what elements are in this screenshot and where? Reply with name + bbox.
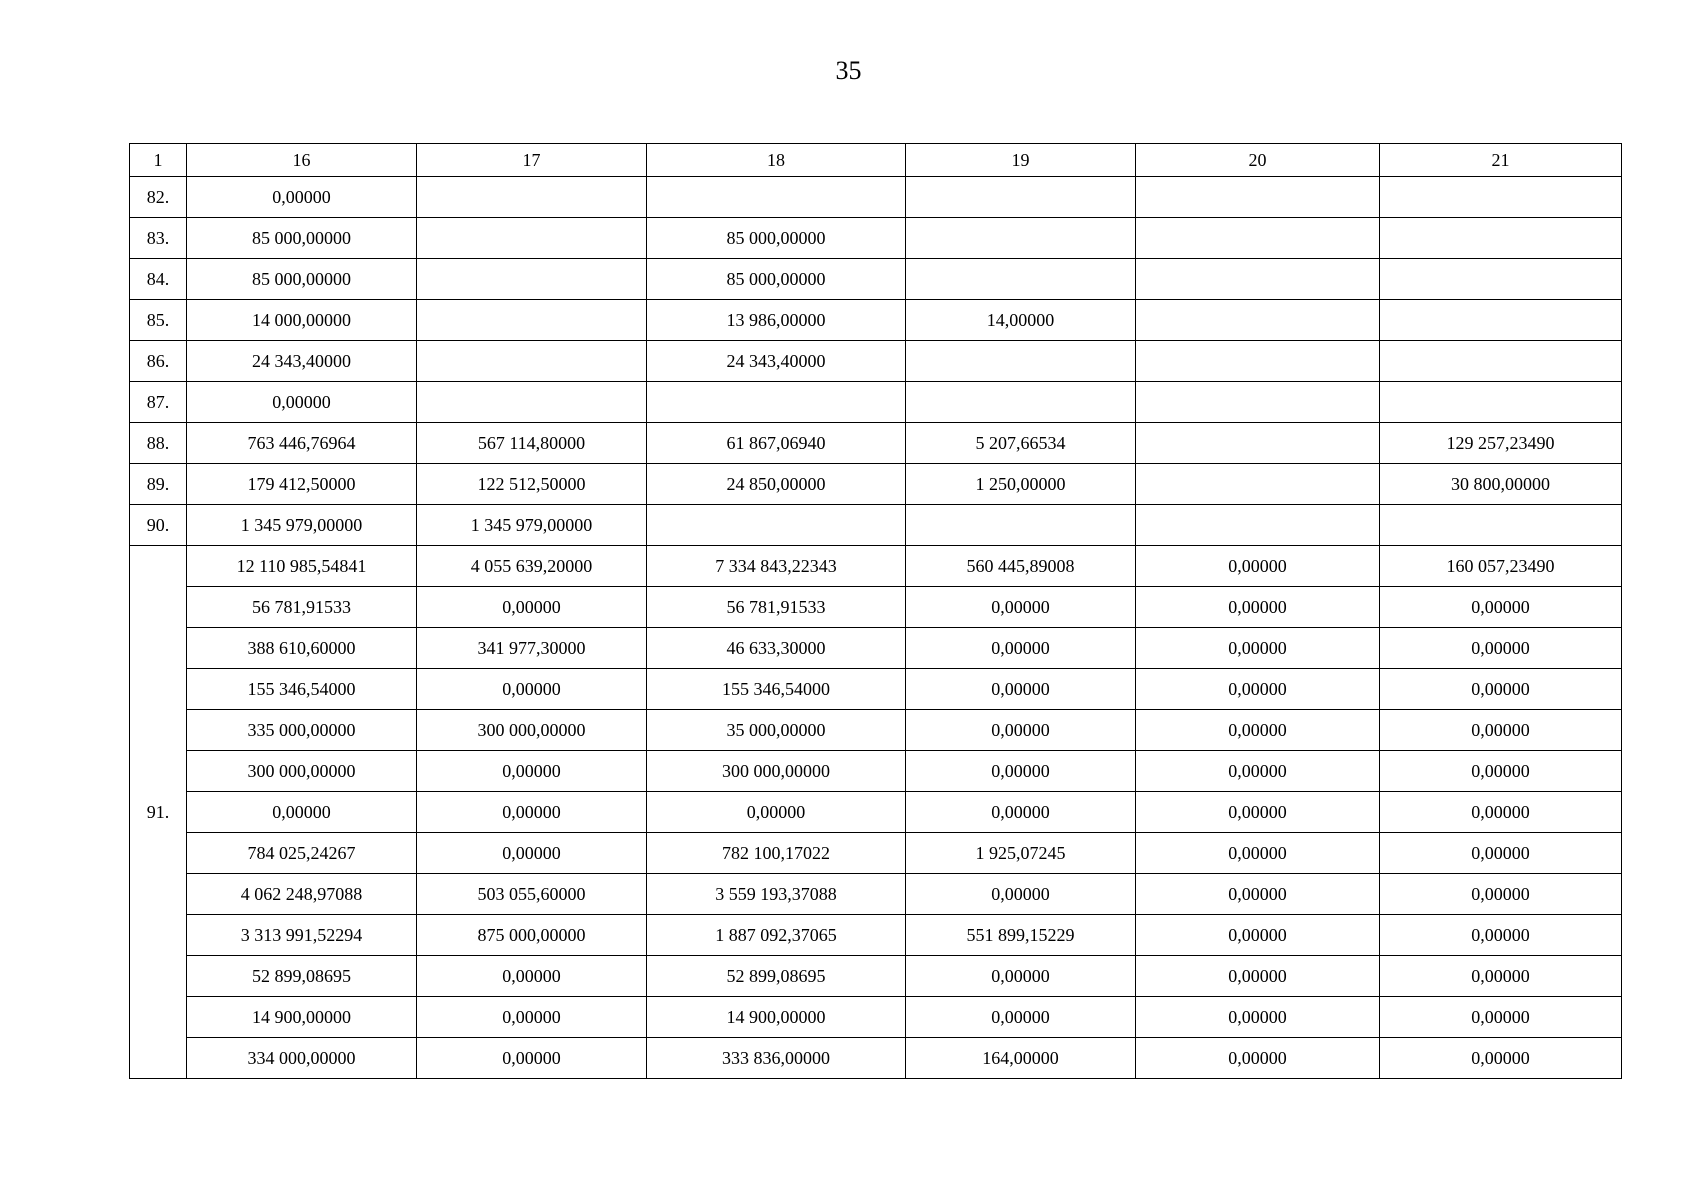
table-cell: 334 000,00000 xyxy=(187,1038,417,1079)
table-cell: 0,00000 xyxy=(1380,751,1622,792)
table-cell: 0,00000 xyxy=(187,382,417,423)
table-cell: 0,00000 xyxy=(1136,628,1380,669)
row-number: 90. xyxy=(130,505,187,546)
table-cell xyxy=(1380,341,1622,382)
table-cell xyxy=(906,341,1136,382)
header-cell: 19 xyxy=(906,144,1136,177)
header-cell: 16 xyxy=(187,144,417,177)
table-cell: 56 781,91533 xyxy=(647,587,906,628)
row-number: 87. xyxy=(130,382,187,423)
row-number: 89. xyxy=(130,464,187,505)
table-cell: 0,00000 xyxy=(1136,874,1380,915)
table-cell: 14 900,00000 xyxy=(647,997,906,1038)
group-row xyxy=(130,792,1622,833)
table-cell: 0,00000 xyxy=(1136,1038,1380,1079)
table-cell xyxy=(417,177,647,218)
table-cell xyxy=(417,382,647,423)
table-cell xyxy=(647,505,906,546)
group-row xyxy=(130,751,1622,792)
table-cell: 0,00000 xyxy=(906,792,1136,833)
table-cell: 52 899,08695 xyxy=(647,956,906,997)
row-number: 82. xyxy=(130,177,187,218)
table-cell: 0,00000 xyxy=(906,587,1136,628)
table-cell xyxy=(1136,177,1380,218)
table-cell: 155 346,54000 xyxy=(647,669,906,710)
table-cell: 179 412,50000 xyxy=(187,464,417,505)
table-cell xyxy=(1380,259,1622,300)
table-cell: 0,00000 xyxy=(1380,1038,1622,1079)
header-cell: 20 xyxy=(1136,144,1380,177)
table-cell: 4 062 248,97088 xyxy=(187,874,417,915)
group-row xyxy=(130,710,1622,751)
table-cell: 875 000,00000 xyxy=(417,915,647,956)
table-cell: 0,00000 xyxy=(1136,751,1380,792)
table-cell: 1 887 092,37065 xyxy=(647,915,906,956)
table-cell xyxy=(1380,300,1622,341)
table-cell: 0,00000 xyxy=(1380,710,1622,751)
table-cell: 13 986,00000 xyxy=(647,300,906,341)
table-cell: 0,00000 xyxy=(906,669,1136,710)
table-cell: 0,00000 xyxy=(906,628,1136,669)
header-row xyxy=(130,144,1622,177)
group-row xyxy=(130,833,1622,874)
row-number: 86. xyxy=(130,341,187,382)
table-cell: 52 899,08695 xyxy=(187,956,417,997)
table-cell xyxy=(1136,259,1380,300)
table-cell: 122 512,50000 xyxy=(417,464,647,505)
table-cell xyxy=(647,177,906,218)
table-cell: 14 900,00000 xyxy=(187,997,417,1038)
table-cell: 0,00000 xyxy=(1380,587,1622,628)
table-cell xyxy=(1136,505,1380,546)
table-cell: 333 836,00000 xyxy=(647,1038,906,1079)
table-cell: 0,00000 xyxy=(417,1038,647,1079)
table-cell xyxy=(417,341,647,382)
table-row xyxy=(130,382,1622,423)
table-cell: 160 057,23490 xyxy=(1380,546,1622,587)
table-cell xyxy=(1136,300,1380,341)
header-cell: 21 xyxy=(1380,144,1622,177)
table-cell: 503 055,60000 xyxy=(417,874,647,915)
table-cell: 85 000,00000 xyxy=(187,259,417,300)
table-cell: 30 800,00000 xyxy=(1380,464,1622,505)
table-cell: 5 207,66534 xyxy=(906,423,1136,464)
table-cell: 129 257,23490 xyxy=(1380,423,1622,464)
budget-table xyxy=(129,143,1622,1079)
table-cell: 155 346,54000 xyxy=(187,669,417,710)
table-cell: 3 559 193,37088 xyxy=(647,874,906,915)
table-cell: 0,00000 xyxy=(647,792,906,833)
table-cell: 1 925,07245 xyxy=(906,833,1136,874)
table-cell: 0,00000 xyxy=(1136,956,1380,997)
table-cell: 0,00000 xyxy=(1380,874,1622,915)
table-cell: 1 345 979,00000 xyxy=(187,505,417,546)
group-row xyxy=(130,587,1622,628)
table-cell: 0,00000 xyxy=(187,177,417,218)
table-cell xyxy=(1136,218,1380,259)
table-cell: 0,00000 xyxy=(1380,792,1622,833)
table-body xyxy=(130,144,1622,1079)
table-cell: 0,00000 xyxy=(1136,587,1380,628)
table-row xyxy=(130,259,1622,300)
table-row xyxy=(130,177,1622,218)
group-row xyxy=(130,956,1622,997)
table-cell: 567 114,80000 xyxy=(417,423,647,464)
table-cell xyxy=(1136,341,1380,382)
group-row xyxy=(130,997,1622,1038)
table-cell: 0,00000 xyxy=(1380,997,1622,1038)
table-cell xyxy=(906,382,1136,423)
group-row xyxy=(130,546,1622,587)
header-cell: 18 xyxy=(647,144,906,177)
row-number: 88. xyxy=(130,423,187,464)
table-cell: 35 000,00000 xyxy=(647,710,906,751)
page-number: 35 xyxy=(835,56,862,85)
table-cell: 560 445,89008 xyxy=(906,546,1136,587)
table-cell: 0,00000 xyxy=(1380,628,1622,669)
table-cell xyxy=(1380,218,1622,259)
table-cell: 46 633,30000 xyxy=(647,628,906,669)
table-cell: 1 345 979,00000 xyxy=(417,505,647,546)
table-cell: 300 000,00000 xyxy=(417,710,647,751)
table-cell: 763 446,76964 xyxy=(187,423,417,464)
table-cell: 0,00000 xyxy=(1136,915,1380,956)
table-cell: 0,00000 xyxy=(906,874,1136,915)
table-cell xyxy=(1136,423,1380,464)
table-row xyxy=(130,423,1622,464)
table-row xyxy=(130,505,1622,546)
table-cell: 0,00000 xyxy=(906,997,1136,1038)
table-cell: 0,00000 xyxy=(906,710,1136,751)
table-cell xyxy=(417,218,647,259)
table-cell: 56 781,91533 xyxy=(187,587,417,628)
table-cell: 0,00000 xyxy=(1380,915,1622,956)
table-cell: 0,00000 xyxy=(1136,792,1380,833)
table-cell xyxy=(1380,505,1622,546)
table-cell xyxy=(647,382,906,423)
table-cell: 24 343,40000 xyxy=(187,341,417,382)
table-row xyxy=(130,300,1622,341)
table-cell: 0,00000 xyxy=(1136,997,1380,1038)
group-row xyxy=(130,669,1622,710)
table-cell: 0,00000 xyxy=(187,792,417,833)
table-cell: 24 850,00000 xyxy=(647,464,906,505)
table-cell xyxy=(906,218,1136,259)
group-row xyxy=(130,915,1622,956)
table-cell: 61 867,06940 xyxy=(647,423,906,464)
table-row xyxy=(130,341,1622,382)
table-cell xyxy=(906,177,1136,218)
table-cell xyxy=(1136,464,1380,505)
table-cell: 388 610,60000 xyxy=(187,628,417,669)
table-cell xyxy=(1136,382,1380,423)
table-cell: 14,00000 xyxy=(906,300,1136,341)
table-cell: 0,00000 xyxy=(1380,833,1622,874)
header-cell: 1 xyxy=(130,144,187,177)
table-cell: 551 899,15229 xyxy=(906,915,1136,956)
table-cell: 0,00000 xyxy=(1380,956,1622,997)
table-cell: 14 000,00000 xyxy=(187,300,417,341)
table-cell xyxy=(417,300,647,341)
table-cell: 0,00000 xyxy=(1136,833,1380,874)
row-number: 84. xyxy=(130,259,187,300)
table-cell xyxy=(417,259,647,300)
table-cell: 4 055 639,20000 xyxy=(417,546,647,587)
table-cell: 782 100,17022 xyxy=(647,833,906,874)
row-number: 91. xyxy=(130,546,187,1079)
table-cell: 85 000,00000 xyxy=(647,259,906,300)
table-row xyxy=(130,218,1622,259)
table-cell xyxy=(1380,382,1622,423)
table-cell: 0,00000 xyxy=(1380,669,1622,710)
table-cell: 0,00000 xyxy=(906,956,1136,997)
table-cell: 0,00000 xyxy=(417,587,647,628)
header-cell: 17 xyxy=(417,144,647,177)
table-cell: 0,00000 xyxy=(1136,710,1380,751)
table-cell: 300 000,00000 xyxy=(647,751,906,792)
table-cell: 0,00000 xyxy=(417,751,647,792)
table-cell: 0,00000 xyxy=(906,751,1136,792)
table-cell: 85 000,00000 xyxy=(647,218,906,259)
table-cell: 0,00000 xyxy=(1136,669,1380,710)
table-row xyxy=(130,464,1622,505)
table-cell: 7 334 843,22343 xyxy=(647,546,906,587)
table-cell: 0,00000 xyxy=(1136,546,1380,587)
table-cell: 0,00000 xyxy=(417,669,647,710)
table-cell: 85 000,00000 xyxy=(187,218,417,259)
table-cell: 0,00000 xyxy=(417,792,647,833)
table-cell: 0,00000 xyxy=(417,997,647,1038)
table-cell: 3 313 991,52294 xyxy=(187,915,417,956)
table-cell: 164,00000 xyxy=(906,1038,1136,1079)
table-cell: 341 977,30000 xyxy=(417,628,647,669)
group-row xyxy=(130,1038,1622,1079)
table-cell xyxy=(906,505,1136,546)
table-cell: 784 025,24267 xyxy=(187,833,417,874)
table-cell: 1 250,00000 xyxy=(906,464,1136,505)
group-row xyxy=(130,874,1622,915)
table-cell: 300 000,00000 xyxy=(187,751,417,792)
table-cell xyxy=(906,259,1136,300)
row-number: 83. xyxy=(130,218,187,259)
row-number: 85. xyxy=(130,300,187,341)
table-cell: 0,00000 xyxy=(417,833,647,874)
table-cell: 335 000,00000 xyxy=(187,710,417,751)
table-cell: 0,00000 xyxy=(417,956,647,997)
table-cell xyxy=(1380,177,1622,218)
table-cell: 12 110 985,54841 xyxy=(187,546,417,587)
group-row xyxy=(130,628,1622,669)
table-cell: 24 343,40000 xyxy=(647,341,906,382)
